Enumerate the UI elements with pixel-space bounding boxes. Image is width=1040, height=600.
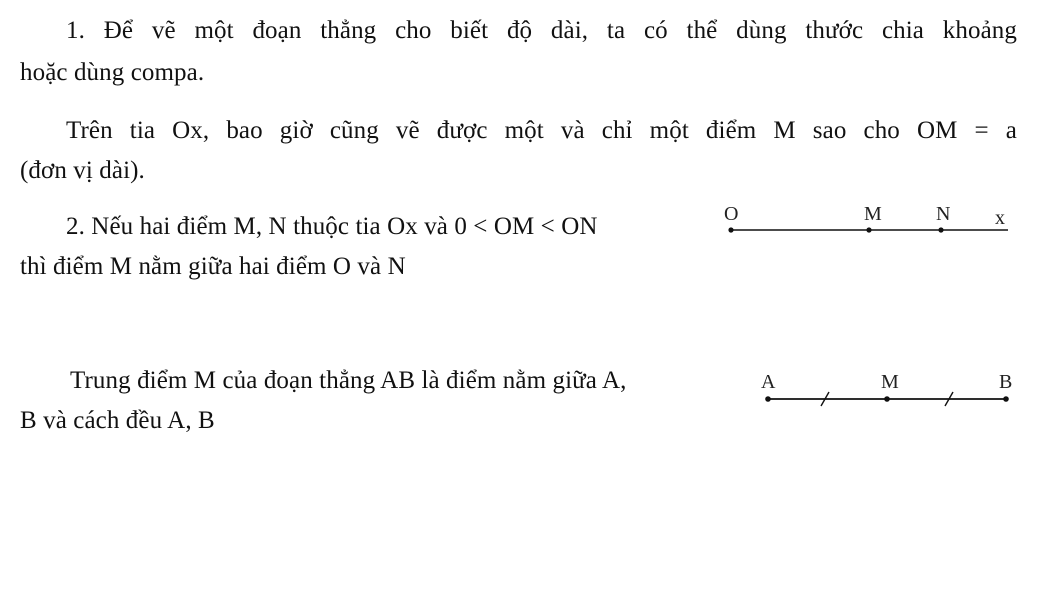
point-midpoint-m <box>884 396 890 402</box>
paragraph-2-line-1-text: Trên tia Ox, bao giờ cũng vẽ được một và chỉ một điểm M sao cho OM = a <box>66 117 1017 144</box>
point-b <box>1003 396 1009 402</box>
label-m: M <box>864 203 882 225</box>
label-b: B <box>999 371 1013 393</box>
paragraph-4-line-1: Trung điểm M của đoạn thẳng AB là điểm nằm giữa A, <box>70 367 627 394</box>
paragraph-3-line-1: 2. Nếu hai điểm M, N thuộc tia Ox và 0 < OM < ON <box>66 213 598 240</box>
paragraph-1-line-1-text: 1. Để vẽ một đoạn thẳng cho biết độ dài, ta có thể dùng thước chia khoảng <box>66 17 1017 44</box>
label-x: x <box>995 207 1005 229</box>
paragraph-3-line-2: thì điểm M nằm giữa hai điểm O và N <box>20 253 406 280</box>
point-n <box>938 227 943 232</box>
label-n: N <box>936 203 951 225</box>
paragraph-1-line-2: hoặc dùng compa. <box>20 59 205 86</box>
point-a <box>765 396 771 402</box>
ray-ox-figure <box>720 198 1030 248</box>
point-m <box>866 227 871 232</box>
label-a: A <box>761 371 776 393</box>
label-o: O <box>724 203 739 225</box>
point-o <box>728 227 733 232</box>
label-midpoint-m: M <box>881 371 899 393</box>
paragraph-4-line-2: B và cách đều A, B <box>20 407 215 434</box>
paragraph-2-line-2: (đơn vị dài). <box>20 157 145 184</box>
segment-ab-figure <box>750 366 1030 416</box>
paragraph-1-line-1 <box>20 16 1017 46</box>
paragraph-2-line-1 <box>66 116 1017 146</box>
